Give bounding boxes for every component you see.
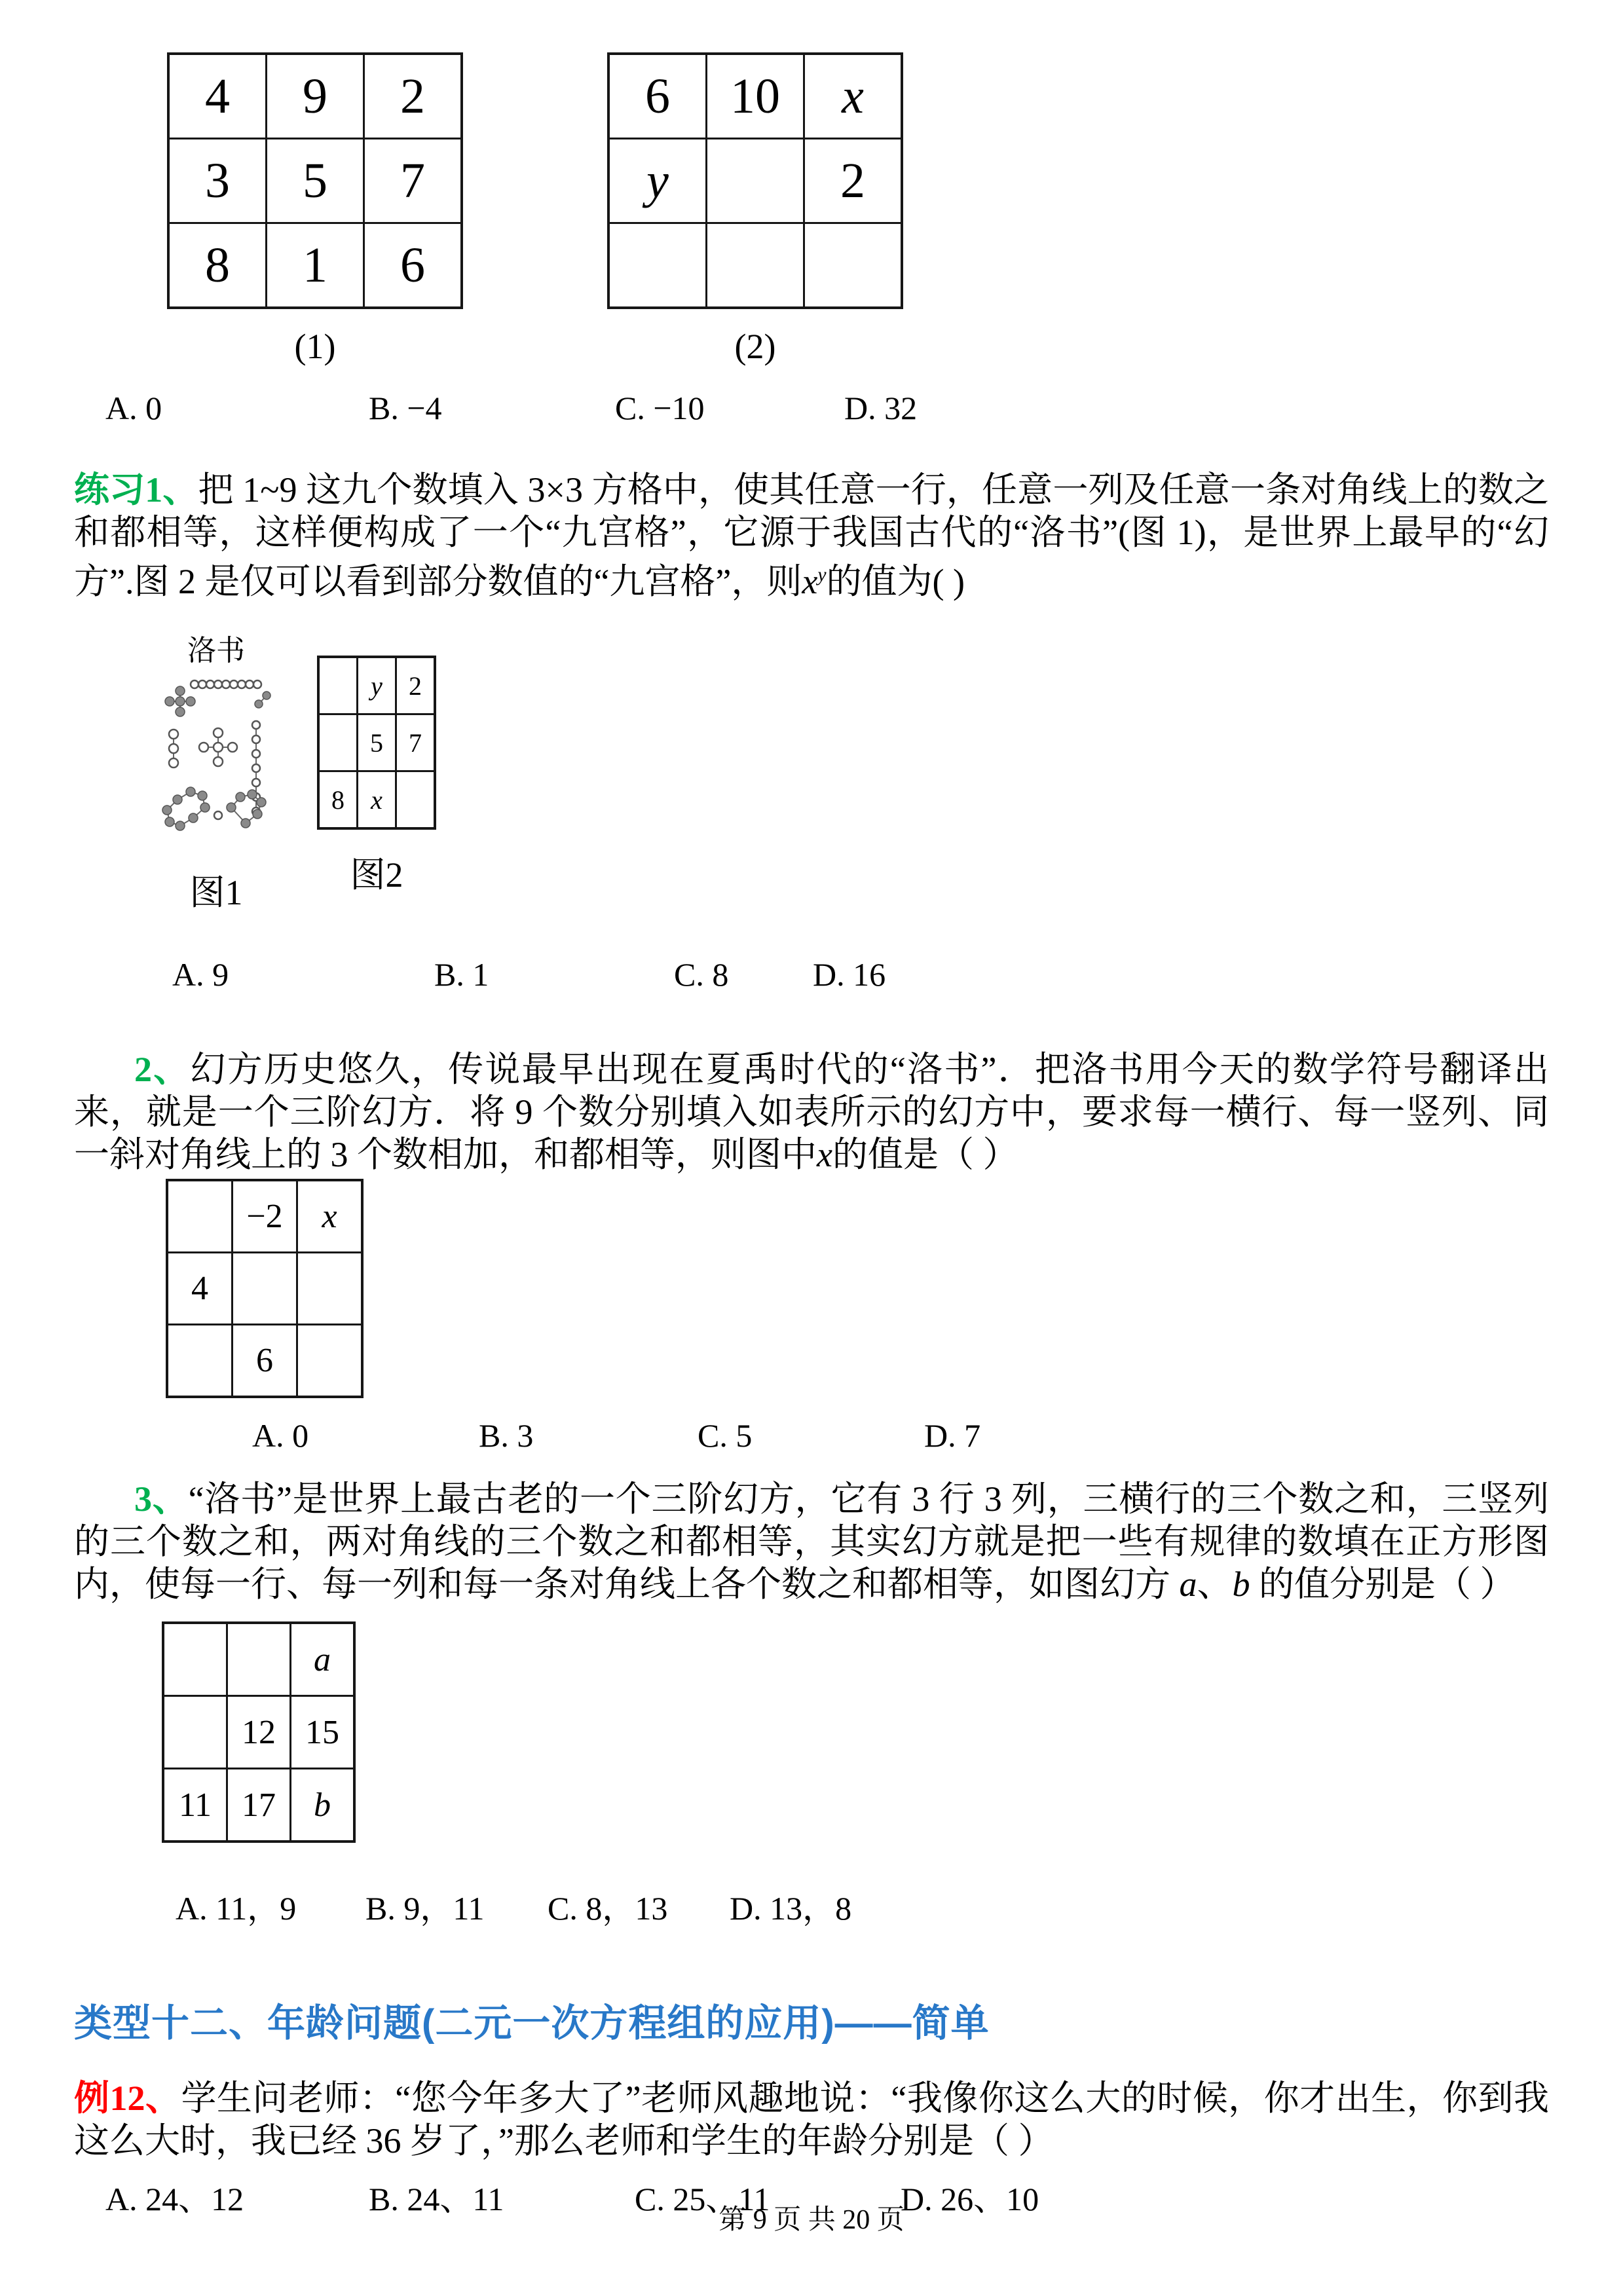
answer-option-d: D. 16 bbox=[813, 956, 886, 993]
magic-square-cell bbox=[707, 139, 803, 222]
question-2-text bbox=[74, 1048, 1549, 1176]
answer-option-b: B. 9，11 bbox=[365, 1890, 485, 1927]
magic-square-cell: 6 bbox=[365, 224, 460, 306]
magic-square-cell bbox=[233, 1253, 296, 1324]
magic-square-cell: 7 bbox=[365, 139, 460, 222]
magic-square-cell: 3 bbox=[170, 139, 265, 222]
answer-option-b: B. 24、11 bbox=[369, 2181, 504, 2217]
magic-square-cell: 8 bbox=[320, 772, 356, 827]
magic-square-cell: y bbox=[610, 139, 705, 222]
page-footer: 第 9 页 共 20 页 bbox=[718, 2205, 905, 2235]
magic-square-cell: a bbox=[291, 1624, 353, 1695]
magic-square-cell: 4 bbox=[168, 1253, 231, 1324]
magic-square-cell: y bbox=[358, 658, 395, 713]
magic-square-cell bbox=[168, 1325, 231, 1396]
problem-text: “洛书”是世界上最古老的一个三阶幻方，它有 3 行 3 列，三横行的三个数之和，三竖列的三个数之和，两对角线的三个数之和都相等，其实幻方就是把一些有规律的数填在正方形图内，使每一行、每一列和每一条对角线上各个数之和都相等，如图幻方 bbox=[74, 1479, 1549, 1604]
magic-square-cell bbox=[320, 715, 356, 770]
answer-option-a: A. 24、12 bbox=[105, 2181, 244, 2217]
answer-option-d: D. 32 bbox=[844, 390, 918, 426]
problem-text: 、 bbox=[1197, 1565, 1233, 1604]
problem-text: 学生问老师：“您今年多大了”老师风趣地说：“我像你这么大的时候，你才出生，你到我这么大时，我已经 36 岁了，”那么老师和学生的年龄分别是（ ） bbox=[74, 2079, 1549, 2160]
magic-square-cell: 11 bbox=[164, 1769, 226, 1840]
exercise-1-grid-block bbox=[317, 656, 436, 897]
magic-square-ex1 bbox=[317, 656, 436, 830]
magic-square-cell bbox=[164, 1697, 226, 1768]
answer-option-b: B. 3 bbox=[479, 1417, 534, 1454]
magic-square-cell bbox=[805, 224, 901, 306]
magic-square-cell: 5 bbox=[358, 715, 395, 770]
figure-caption: 图2 bbox=[350, 855, 403, 895]
answer-options-row bbox=[74, 1882, 1549, 1929]
magic-square-q3 bbox=[162, 1621, 356, 1843]
answer-options-row bbox=[74, 955, 1549, 993]
answer-option-c: C. 8，13 bbox=[548, 1890, 668, 1927]
exercise-1-figures bbox=[157, 627, 1549, 915]
question-3-text bbox=[74, 1478, 1549, 1606]
answer-options-row bbox=[74, 389, 1549, 427]
magic-square-cell: 2 bbox=[397, 658, 434, 713]
magic-square-cell: 2 bbox=[365, 55, 460, 138]
magic-square-cell bbox=[610, 224, 705, 306]
answer-option-c: C. 8 bbox=[674, 956, 729, 993]
magic-square-cell: 5 bbox=[267, 139, 363, 222]
magic-square-cell bbox=[707, 224, 803, 306]
section-heading: 类型十二、年龄问题(二元一次方程组的应用)——简单 bbox=[74, 2002, 990, 2045]
magic-square-2 bbox=[607, 52, 903, 309]
magic-square-cell: 4 bbox=[170, 55, 265, 138]
magic-square-cell bbox=[298, 1325, 361, 1396]
problem-text: 把 1~9 这九个数填入 3×3 方格中，使其任意一行，任意一列及任意一条对角线上的数之和都相等，这样便构成了一个“九宫格”，它源于我国古代的“洛书”(图 1)，是世界上最早的“幻方”.图 2 是仅可以看到部分数值的“九宫格”，则 bbox=[74, 470, 1550, 601]
math-exponent: y bbox=[817, 565, 827, 585]
math-variable: x bbox=[802, 562, 818, 601]
answer-option-d: D. 13，8 bbox=[730, 1890, 852, 1927]
answer-option-c: C. −10 bbox=[615, 390, 705, 426]
magic-square-cell: 2 bbox=[805, 139, 901, 222]
answer-option-a: A. 0 bbox=[252, 1417, 309, 1454]
magic-square-cell bbox=[168, 1181, 231, 1251]
problem-text: 的值是（ ） bbox=[832, 1135, 1018, 1174]
math-variable: x bbox=[817, 1135, 832, 1174]
magic-square-cell: x bbox=[358, 772, 395, 827]
figure-1-block bbox=[167, 52, 463, 367]
magic-square-cell bbox=[320, 658, 356, 713]
magic-square-cell: 8 bbox=[170, 224, 265, 306]
math-variable: a bbox=[1179, 1565, 1197, 1604]
magic-square-cell: 10 bbox=[707, 55, 803, 138]
question-3-label: 3、 bbox=[134, 1479, 189, 1519]
problem-text: 的值分别是（ ） bbox=[1250, 1565, 1516, 1604]
answer-option-d: D. 26、10 bbox=[901, 2181, 1039, 2217]
answer-option-a: A. 9 bbox=[172, 956, 229, 993]
exercise-1-text bbox=[74, 469, 1549, 603]
question-2-label: 2、 bbox=[134, 1050, 191, 1089]
example-12-text bbox=[74, 2077, 1549, 2162]
magic-square-cell: −2 bbox=[233, 1181, 296, 1251]
answer-option-b: B. −4 bbox=[369, 390, 442, 426]
magic-square-cell: x bbox=[298, 1181, 361, 1251]
figure-caption: (1) bbox=[294, 327, 336, 366]
magic-square-cell: 1 bbox=[267, 224, 363, 306]
luoshu-diagram bbox=[160, 674, 272, 839]
answer-options-row bbox=[74, 1416, 1549, 1454]
magic-square-q2 bbox=[166, 1179, 364, 1398]
magic-square-cell: 17 bbox=[228, 1769, 289, 1840]
figure-2-block bbox=[607, 52, 903, 367]
luoshu-title: 洛书 bbox=[187, 635, 245, 667]
math-variable: b bbox=[1232, 1565, 1250, 1604]
problem-text: 的值为( ) bbox=[826, 562, 965, 601]
magic-square-cell: 9 bbox=[267, 55, 363, 138]
magic-square-cell: b bbox=[291, 1769, 353, 1840]
answer-option-b: B. 1 bbox=[434, 956, 489, 993]
answer-option-d: D. 7 bbox=[924, 1417, 981, 1454]
answer-option-c: C. 5 bbox=[698, 1417, 753, 1454]
magic-square-cell: 6 bbox=[233, 1325, 296, 1396]
answer-option-c: C. 25、11 bbox=[635, 2181, 770, 2217]
magic-square-cell: x bbox=[805, 55, 901, 138]
figure-caption: 图1 bbox=[189, 873, 243, 912]
figure-caption: (2) bbox=[734, 327, 776, 366]
magic-square-cell bbox=[228, 1624, 289, 1695]
answer-option-a: A. 11，9 bbox=[176, 1890, 297, 1927]
magic-square-cell: 7 bbox=[397, 715, 434, 770]
prev-question-figures bbox=[167, 52, 1549, 367]
magic-square-1 bbox=[167, 52, 463, 309]
exercise-1-label: 练习1、 bbox=[74, 470, 198, 509]
magic-square-cell: 6 bbox=[610, 55, 705, 138]
problem-text: 幻方历史悠久，传说最早出现在夏禹时代的“洛书”．把洛书用今天的数学符号翻译出来，就是一个三阶幻方．将 9 个数分别填入如表所示的幻方中，要求每一横行、每一竖列、同一斜对角线上的 3 个数相加，和都相等，则图中 bbox=[74, 1050, 1549, 1174]
magic-square-cell bbox=[397, 772, 434, 827]
luoshu-figure-block bbox=[157, 627, 275, 915]
magic-square-cell: 12 bbox=[228, 1697, 289, 1768]
magic-square-cell: 15 bbox=[291, 1697, 353, 1768]
answer-option-a: A. 0 bbox=[105, 390, 162, 426]
example-12-label: 例12、 bbox=[74, 2079, 181, 2118]
magic-square-cell bbox=[298, 1253, 361, 1324]
magic-square-cell bbox=[164, 1624, 226, 1695]
